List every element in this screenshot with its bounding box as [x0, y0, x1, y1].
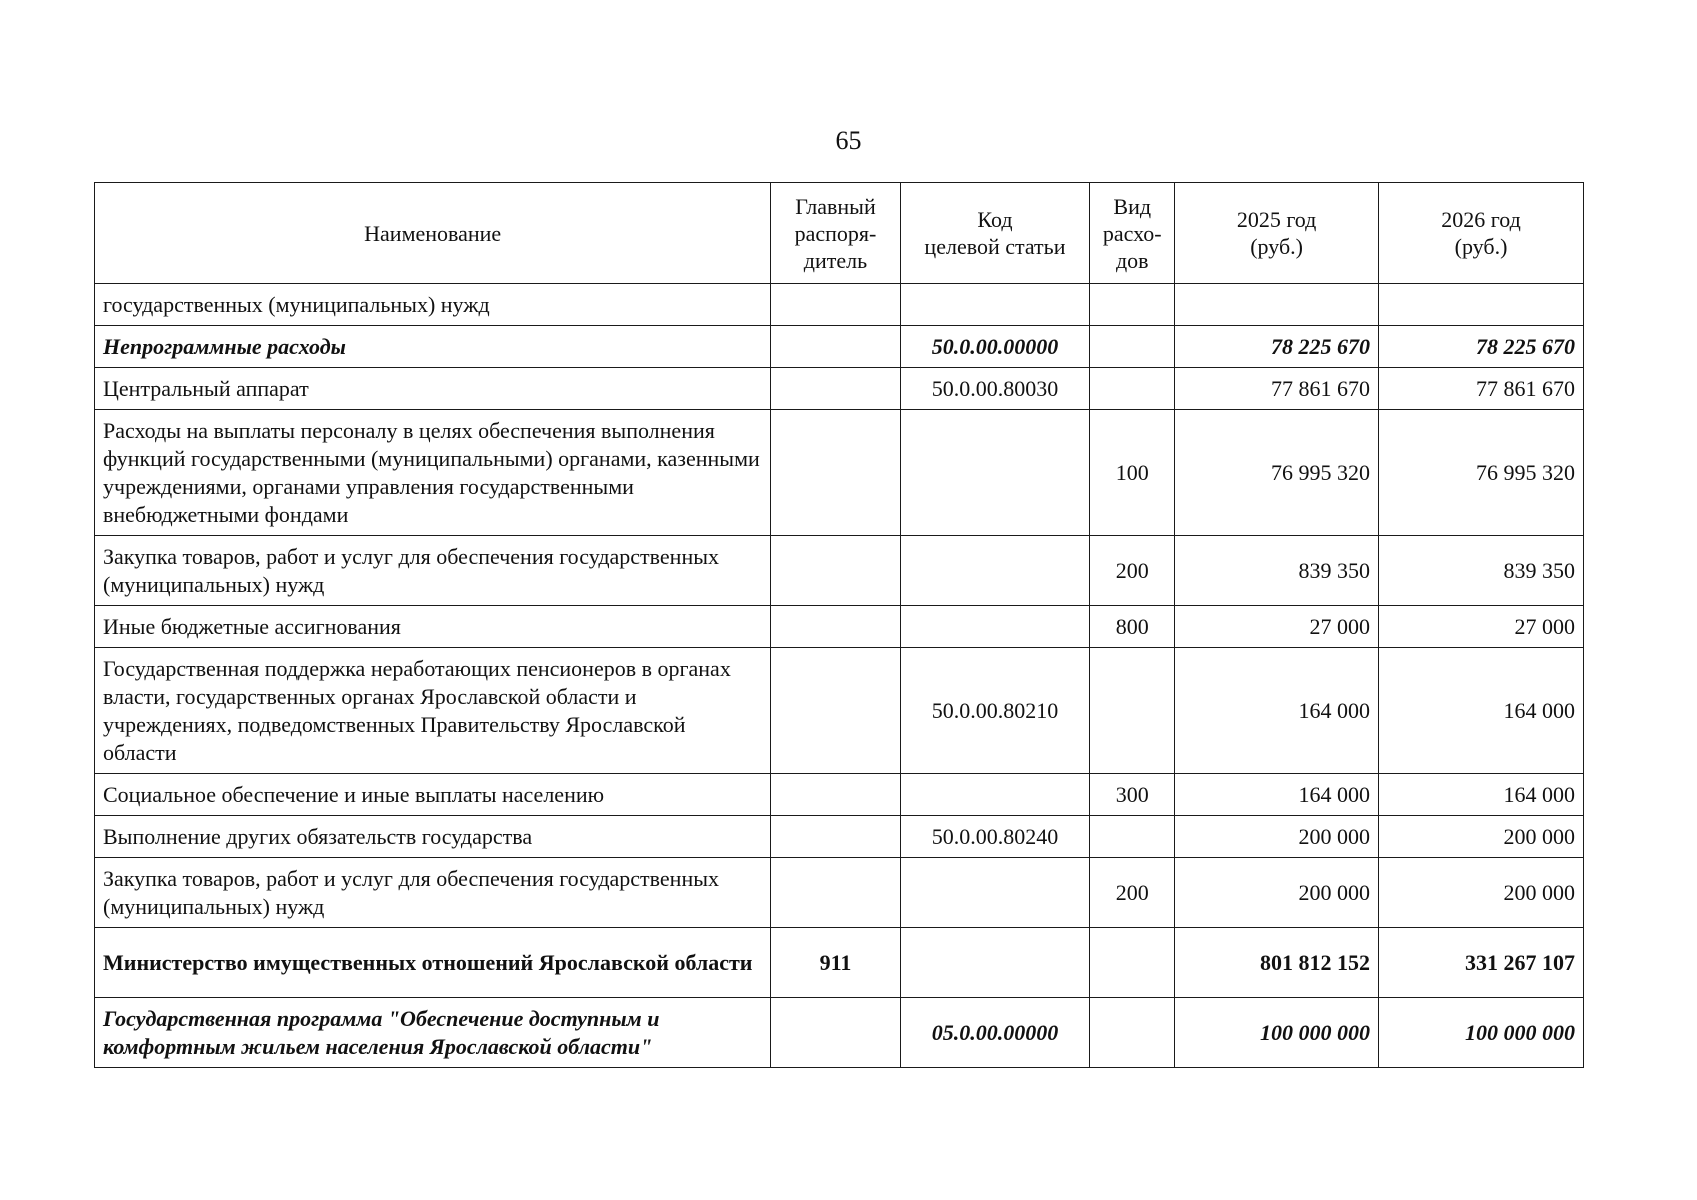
header-code-line: Код	[977, 207, 1013, 232]
table-row	[95, 858, 1584, 928]
header-admin-line: Главный	[795, 193, 876, 219]
cell-2026: 200 000	[1379, 816, 1584, 858]
cell-name: Социальное обеспечение и иные выплаты населению	[95, 774, 771, 816]
cell-code: 50.0.00.80210	[900, 648, 1090, 774]
cell-2025: 200 000	[1175, 816, 1379, 858]
cell-admin	[771, 326, 900, 368]
budget-table	[94, 182, 1584, 1068]
cell-admin	[771, 368, 900, 410]
table-row	[95, 410, 1584, 536]
table-row	[95, 326, 1584, 368]
cell-name: Центральный аппарат	[95, 368, 771, 410]
cell-type	[1090, 648, 1175, 774]
cell-2025	[1175, 284, 1379, 326]
cell-code	[900, 606, 1090, 648]
header-code	[900, 183, 1090, 284]
table-row	[95, 816, 1584, 858]
header-2025	[1175, 183, 1379, 284]
table-row	[95, 368, 1584, 410]
cell-name: Непрограммные расходы	[95, 326, 771, 368]
header-name: Наименование	[95, 183, 771, 284]
cell-2025: 839 350	[1175, 536, 1379, 606]
cell-2026: 839 350	[1379, 536, 1584, 606]
header-admin-line: дитель	[803, 247, 868, 273]
cell-2026: 78 225 670	[1379, 326, 1584, 368]
cell-admin	[771, 410, 900, 536]
cell-admin	[771, 606, 900, 648]
cell-2026: 77 861 670	[1379, 368, 1584, 410]
cell-name: государственных (муниципальных) нужд	[95, 284, 771, 326]
cell-2026: 164 000	[1379, 648, 1584, 774]
cell-admin	[771, 284, 900, 326]
cell-code	[900, 536, 1090, 606]
header-admin	[771, 183, 900, 284]
header-2026-line: (руб.)	[1454, 234, 1508, 259]
cell-type	[1090, 368, 1175, 410]
cell-2025: 27 000	[1175, 606, 1379, 648]
header-2025-line: 2025 год	[1236, 207, 1317, 232]
page-number: 65	[835, 126, 862, 155]
header-type-line: расхо-	[1102, 220, 1162, 246]
cell-2026: 200 000	[1379, 858, 1584, 928]
cell-2025: 100 000 000	[1175, 998, 1379, 1068]
cell-code	[900, 774, 1090, 816]
cell-admin	[771, 536, 900, 606]
table-row	[95, 928, 1584, 998]
cell-type: 200	[1090, 858, 1175, 928]
cell-admin	[771, 816, 900, 858]
cell-2025: 76 995 320	[1175, 410, 1379, 536]
cell-2026: 76 995 320	[1379, 410, 1584, 536]
header-type-line: Вид	[1113, 193, 1152, 219]
table-header-row	[95, 183, 1584, 284]
cell-2025: 200 000	[1175, 858, 1379, 928]
header-2026-line: 2026 год	[1441, 207, 1521, 232]
cell-name: Иные бюджетные ассигнования	[95, 606, 771, 648]
cell-code: 50.0.00.80240	[900, 816, 1090, 858]
table-row	[95, 648, 1584, 774]
cell-code	[900, 284, 1090, 326]
cell-2025: 801 812 152	[1175, 928, 1379, 998]
table-row	[95, 536, 1584, 606]
cell-code: 50.0.00.80030	[900, 368, 1090, 410]
cell-name: Государственная программа "Обеспечение доступным и комфортным жильем населения Ярославской области"	[95, 998, 771, 1068]
cell-admin	[771, 858, 900, 928]
cell-2025: 77 861 670	[1175, 368, 1379, 410]
cell-2026: 100 000 000	[1379, 998, 1584, 1068]
header-admin-line: распоря-	[794, 220, 877, 246]
cell-admin	[771, 774, 900, 816]
cell-2026	[1379, 284, 1584, 326]
cell-name: Закупка товаров, работ и услуг для обеспечения государственных (муниципальных) нужд	[95, 536, 771, 606]
table-row	[95, 998, 1584, 1068]
cell-type	[1090, 998, 1175, 1068]
header-2025-line: (руб.)	[1250, 234, 1303, 259]
cell-2026: 331 267 107	[1379, 928, 1584, 998]
cell-name: Закупка товаров, работ и услуг для обеспечения государственных (муниципальных) нужд	[95, 858, 771, 928]
cell-type	[1090, 928, 1175, 998]
cell-code	[900, 858, 1090, 928]
cell-type: 100	[1090, 410, 1175, 536]
cell-2025: 164 000	[1175, 774, 1379, 816]
header-type	[1090, 183, 1175, 284]
cell-type: 800	[1090, 606, 1175, 648]
table-row	[95, 284, 1584, 326]
cell-name: Государственная поддержка неработающих пенсионеров в органах власти, государственных органах Ярославской области и учреждениях, подведомственных Правительству Ярославской области	[95, 648, 771, 774]
cell-2025: 78 225 670	[1175, 326, 1379, 368]
cell-code	[900, 410, 1090, 536]
cell-2026: 164 000	[1379, 774, 1584, 816]
header-type-line: дов	[1115, 247, 1149, 273]
cell-code: 05.0.00.00000	[900, 998, 1090, 1068]
cell-admin: 911	[771, 928, 900, 998]
header-code-line: целевой статьи	[924, 234, 1066, 259]
cell-name: Выполнение других обязательств государства	[95, 816, 771, 858]
header-2026	[1379, 183, 1584, 284]
cell-name: Расходы на выплаты персоналу в целях обеспечения выполнения функций государственными (муниципальными) органами, казенными учреждениями, органами управления государственными внебюджетными фондами	[95, 410, 771, 536]
cell-admin	[771, 648, 900, 774]
cell-type: 200	[1090, 536, 1175, 606]
cell-code	[900, 928, 1090, 998]
cell-type	[1090, 816, 1175, 858]
table-row	[95, 606, 1584, 648]
cell-type: 300	[1090, 774, 1175, 816]
cell-admin	[771, 998, 900, 1068]
cell-type	[1090, 284, 1175, 326]
cell-name: Министерство имущественных отношений Ярославской области	[95, 928, 771, 998]
cell-type	[1090, 326, 1175, 368]
cell-code: 50.0.00.00000	[900, 326, 1090, 368]
table-row	[95, 774, 1584, 816]
cell-2025: 164 000	[1175, 648, 1379, 774]
cell-2026: 27 000	[1379, 606, 1584, 648]
